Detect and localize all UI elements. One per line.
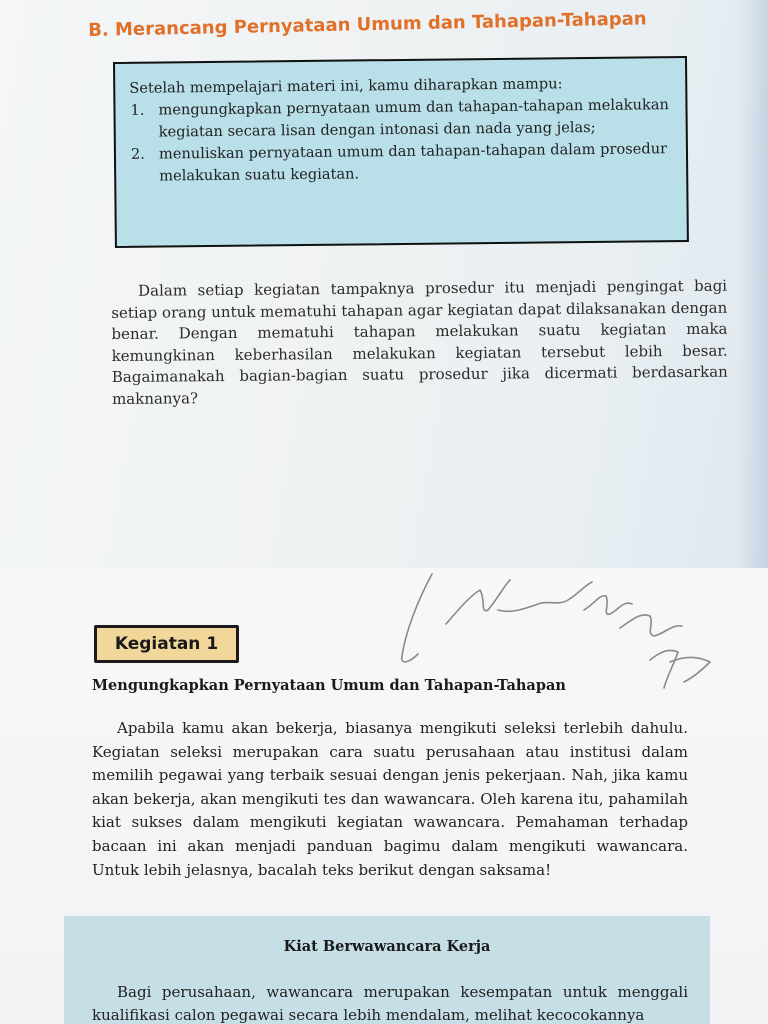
- activity-badge: Kegiatan 1: [94, 625, 239, 663]
- objectives-intro: Setelah mempelajari materi ini, kamu diharapkan mampu:: [129, 75, 563, 97]
- reading-title: Kiat Berwawancara Kerja: [283, 938, 491, 955]
- reading-body: Bagi perusahaan, wawancara merupakan kesempatan untuk menggali kualifikasi calon pegawai secara lebih mendalam, melihat kecocokannya: [92, 983, 688, 1024]
- activity-paragraph: Apabila kamu akan bekerja, biasanya mengikuti seleksi terlebih dahulu. Kegiatan seleksi merupakan cara suatu perusahaan atau institusi dalam memilih pegawai yang terbaik sesuai dengan jenis pekerjaan. Nah, jika kamu akan bekerja, akan mengikuti tes dan wawancara. Oleh karena itu, pahamilah kiat sukses dalam mengikuti kegiatan wawancara. Pemahaman terhadap bacaan ini akan menjadi panduan bagimu dalam mengikuti wawancara. Untuk lebih jelasnya, bacalah teks berikut dengan saksama!: [92, 719, 688, 879]
- intro-paragraph: Dalam setiap kegiatan tampaknya prosedur itu menjadi pengingat bagi setiap orang untuk mematuhi tahapan agar kegiatan dapat dilaksanakan dengan benar. Dengan mematuhi tahapan melakukan suatu kegiatan maka kemungkinan keberhasilan melakukan kegiatan tersebut lebih besar. Bagaimanakah bagian-bagian suatu prosedur jika dicermati berdasarkan maknanya?: [111, 276, 728, 408]
- objective-text: menuliskan pernyataan umum dan tahapan-tahapan dalam prosedur melakukan suatu kegiatan.: [158, 140, 668, 185]
- bottom-page: [0, 568, 768, 1024]
- reading-text-box: [64, 916, 710, 1024]
- objective-number: 1.: [130, 101, 145, 119]
- page-gutter-shadow: [738, 0, 768, 568]
- activity-heading: Mengungkapkan Pernyataan Umum dan Tahapan-Tahapan: [92, 677, 566, 694]
- objective-item: [129, 94, 671, 144]
- section-title: B. Merancang Pernyataan Umum dan Tahapan-Tahapan: [88, 8, 647, 41]
- objective-item: [130, 138, 672, 188]
- learning-objectives-box: [113, 56, 689, 248]
- objective-number: 2.: [130, 145, 145, 163]
- objective-text: mengungkapkan pernyataan umum dan tahapan-tahapan melakukan kegiatan secara lisan dengan intonasi dan nada yang jelas;: [158, 96, 670, 141]
- objectives-list: [129, 94, 672, 188]
